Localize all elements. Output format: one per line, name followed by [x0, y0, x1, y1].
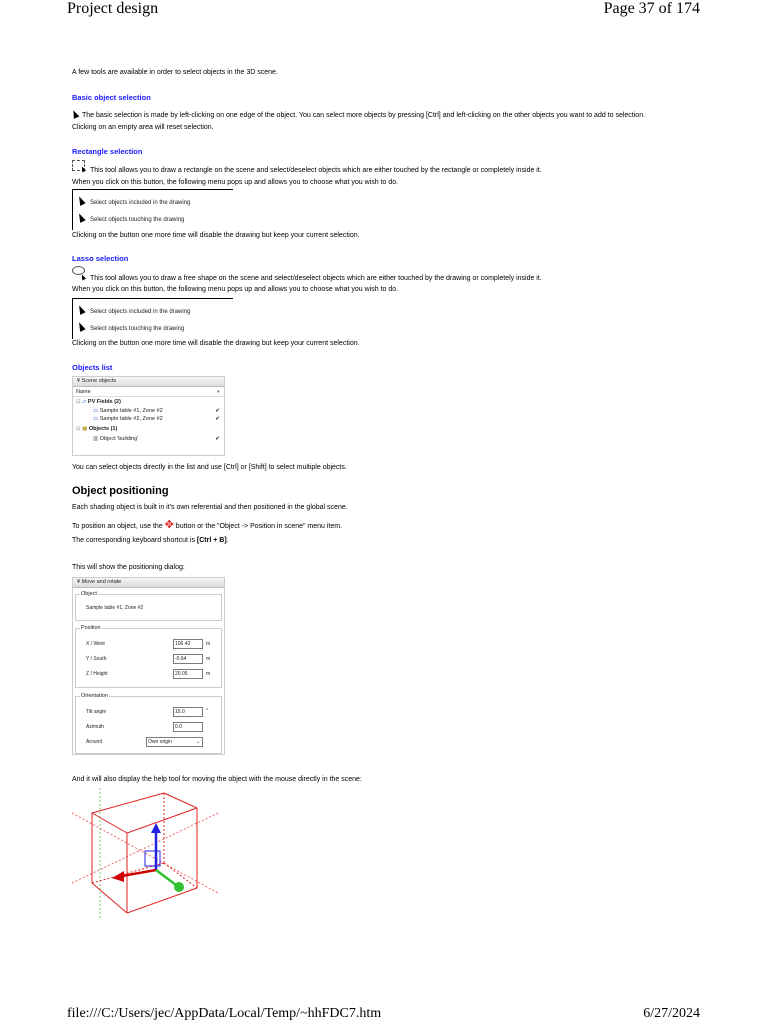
lasso-selection-text-2: When you click on this button, the following menu pops up and allows you to choose what you wish to do.	[72, 286, 399, 293]
scene-objects-panel	[72, 376, 225, 456]
tree-item[interactable]: ▭ Sample table #2, Zone #2 ✔	[93, 416, 220, 422]
objects-folder-icon: ▦	[82, 426, 88, 432]
z-height-input[interactable]: 20.05	[173, 669, 203, 679]
rectangle-selection-text-2: When you click on this button, the following menu pops up and allows you to choose what you wish to do.	[72, 179, 399, 186]
positioning-text-4: This will show the positioning dialog:	[72, 564, 185, 571]
table-icon: ▭	[93, 408, 99, 414]
lasso-selection-menu	[72, 298, 233, 339]
collapse-icon: ¥	[77, 579, 82, 585]
tree-item[interactable]: ▭ Sample table #1, Zone #2 ✔	[93, 408, 220, 414]
object-positioning-heading: Object positioning	[72, 485, 169, 497]
arrow-cursor-icon	[76, 212, 85, 223]
panel-header[interactable]	[73, 377, 224, 387]
visible-check-icon[interactable]: ✔	[215, 436, 220, 442]
objects-list-heading: Objects list	[72, 363, 113, 372]
tree-toggle-icon[interactable]: ⊟	[76, 426, 81, 432]
around-select[interactable]: Own origin ⌄	[146, 737, 203, 747]
positioning-text-1: Each shading object is built in it's own referential and then positioned in the global scene.	[72, 504, 348, 511]
positioning-text-3: The corresponding keyboard shortcut is [Ctrl + B].	[72, 537, 229, 544]
helptool-text: And it will also display the help tool for moving the object with the mouse directly in the scene:	[72, 776, 362, 783]
object-fieldset: Object Sample table #1, Zone #2	[75, 594, 222, 621]
rectangle-selection-after: Clicking on the button one more time will disable the drawing but keep your current selection.	[72, 232, 360, 239]
x-west-input[interactable]: 106.43	[173, 639, 203, 649]
visible-check-icon[interactable]: ✔	[215, 416, 220, 422]
footer-path: file:///C:/Users/jec/AppData/Local/Temp/~hhFDC7.htm	[67, 1006, 382, 1021]
dialog-header[interactable]	[73, 578, 224, 588]
basic-selection-text: The basic selection is made by left-clicking on one edge of the object. You can select more objects by pressing [Ctrl] and left-clicking on the other objects you want to add to selection.	[72, 110, 645, 121]
visible-check-icon[interactable]: ✔	[215, 408, 220, 414]
footer-date: 6/27/2024	[643, 1006, 700, 1021]
basic-selection-heading: Basic object selection	[72, 93, 151, 102]
menu-item-select-included[interactable]: Select objects included in the drawing	[78, 196, 190, 206]
page-footer	[67, 1006, 700, 1024]
orientation-fieldset: Orientation Tilt angle 15.0 ° Azimuth 0.0 Around Own origin ⌄	[75, 696, 222, 754]
arrow-cursor-icon	[76, 195, 85, 206]
arrow-cursor-icon	[71, 109, 80, 119]
rectangle-selection-text: This tool allows you to draw a rectangle on the scene and select/deselect objects which are either touched by the rectangle or completely inside it.	[80, 165, 542, 176]
panel-title: Scene objects	[81, 378, 117, 384]
tree-group-pv-fields[interactable]: ⊟ ▱ PV Fields (2)	[76, 399, 121, 405]
tree-toggle-icon[interactable]: ⊟	[76, 399, 81, 405]
move-icon: ✥	[164, 519, 174, 531]
arrow-cursor-icon	[76, 304, 85, 315]
lasso-selection-after: Clicking on the button one more time will disable the drawing but keep your current selection.	[72, 340, 360, 347]
table-icon: ▭	[93, 416, 99, 422]
move-rotate-dialog	[72, 577, 225, 755]
positioning-text-2: To position an object, use the ✥ button or the "Object -> Position in scene" menu item.	[72, 519, 343, 531]
menu-item-select-touching[interactable]: Select objects touching the drawing	[78, 322, 184, 332]
rectangle-selection-menu	[72, 189, 233, 230]
basic-selection-text-2: Clicking on an empty area will reset selection.	[72, 124, 214, 131]
objects-list-after: You can select objects directly in the list and use [Ctrl] or [Shift] to select multiple objects.	[72, 464, 347, 471]
header-title: Project design	[67, 0, 159, 17]
header-page-number: Page 37 of 174	[603, 0, 700, 17]
y-south-input[interactable]: -0.64	[173, 654, 203, 664]
tree-item[interactable]: ▥ Object 'building' ✔	[93, 436, 220, 442]
tilt-angle-input[interactable]: 15.0	[173, 707, 203, 717]
position-fieldset: Position X / West 106.43 m Y / South -0.64 m Z / Height 20.05 m	[75, 628, 222, 688]
arrow-cursor-icon	[80, 274, 86, 281]
page-header	[67, 0, 700, 22]
object-name: Sample table #1, Zone #2	[86, 605, 144, 611]
arrow-cursor-icon	[76, 321, 85, 332]
pv-field-icon: ▱	[82, 399, 87, 405]
menu-item-select-included[interactable]: Select objects included in the drawing	[78, 305, 190, 315]
chevron-down-icon: ⌄	[195, 739, 200, 745]
lasso-selection-text: This tool allows you to draw a free shape on the scene and select/deselect objects which are either touched by the drawing or completely inside it.	[80, 273, 542, 284]
arrow-cursor-icon	[80, 166, 86, 173]
building-icon: ▥	[93, 436, 99, 442]
lasso-selection-heading: Lasso selection	[72, 254, 129, 263]
tree-group-objects[interactable]: ⊟ ▦ Objects (1)	[76, 426, 118, 432]
settings-icon[interactable]: ●	[216, 389, 220, 395]
collapse-icon: ¥	[77, 378, 82, 384]
rectangle-selection-heading: Rectangle selection	[72, 147, 143, 156]
menu-item-select-touching[interactable]: Select objects touching the drawing	[78, 213, 184, 223]
intro-text: A few tools are available in order to select objects in the 3D scene.	[72, 69, 278, 76]
dialog-title: Move and rotate	[81, 579, 122, 585]
column-header[interactable]: Name ●	[73, 388, 224, 397]
move-help-tool-image	[72, 788, 218, 918]
azimuth-input[interactable]: 0.0	[173, 722, 203, 732]
